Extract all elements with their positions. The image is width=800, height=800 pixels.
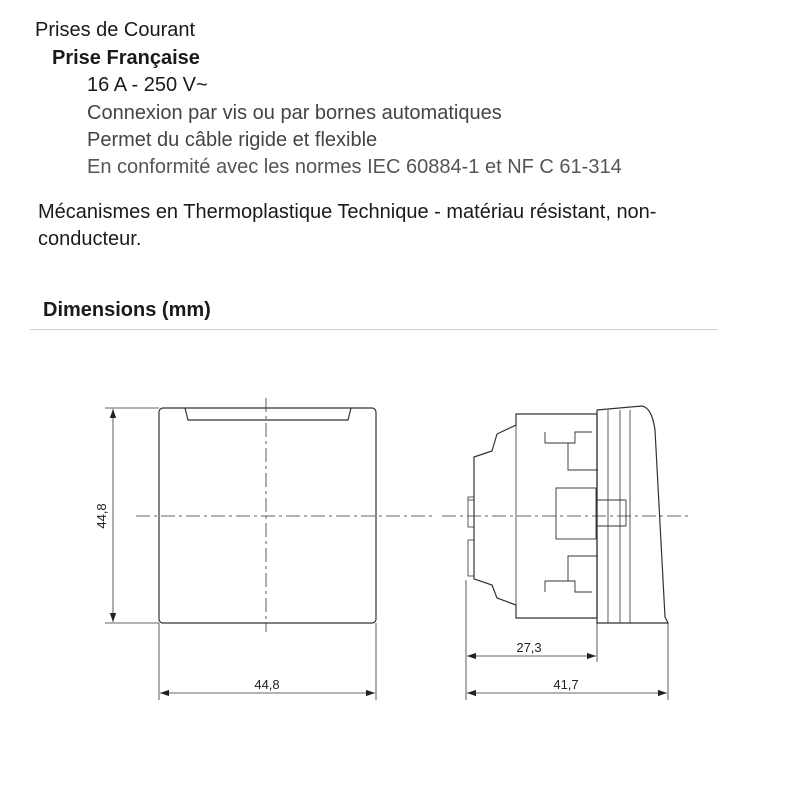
spec-connection: Connexion par vis ou par bornes automatiques: [87, 102, 502, 124]
front-height-label: 44,8: [94, 503, 109, 529]
side-partial-depth-label: 27,3: [516, 640, 542, 655]
category-title: Prises de Courant: [35, 19, 196, 41]
spec-cable: Permet du câble rigide et flexible: [87, 129, 378, 151]
side-lower-pin: [545, 581, 592, 592]
front-width-label: 44,8: [254, 677, 280, 692]
front-body: [159, 408, 376, 623]
spec-rating: 16 A - 250 V~: [87, 74, 208, 96]
material-description: Mécanismes en Thermoplastique Technique - matériau résistant, non-conducteur.: [38, 201, 657, 250]
front-view: [136, 398, 436, 632]
side-center-contact: [556, 488, 596, 539]
dimensions-heading: Dimensions (mm): [43, 299, 211, 321]
front-top-lip: [185, 408, 351, 420]
side-view: [442, 406, 690, 623]
front-height-dimension: [105, 408, 159, 623]
side-upper-pin: [545, 432, 592, 443]
side-total-depth-label: 41,7: [553, 677, 579, 692]
spec-standards: En conformité avec les normes IEC 60884-1 et NF C 61-314: [87, 156, 622, 178]
product-name: Prise Française: [52, 47, 200, 69]
